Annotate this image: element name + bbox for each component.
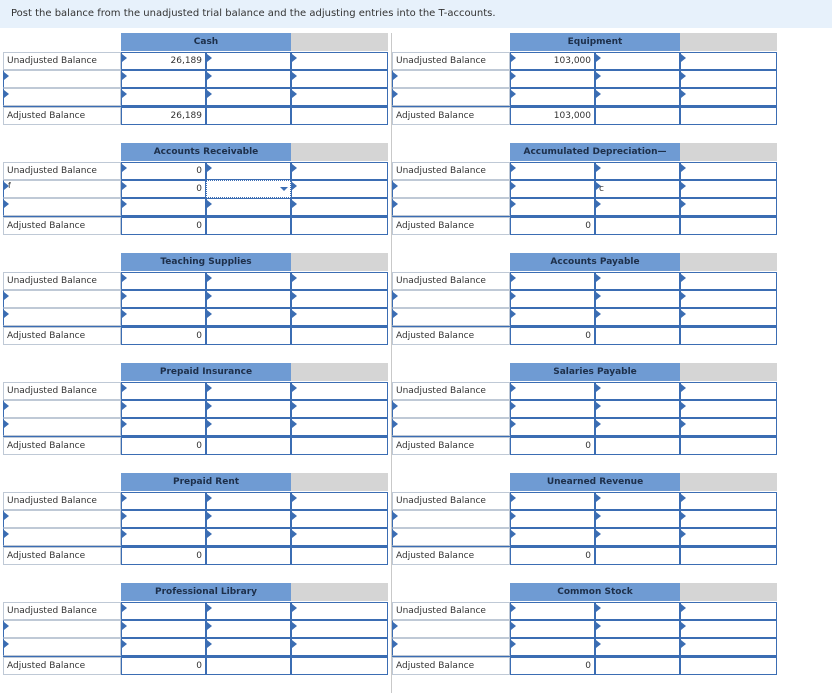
- unadjusted-balance-row: [3, 162, 388, 180]
- credit-amount-input[interactable]: [680, 528, 777, 546]
- credit-amount-input[interactable]: [680, 602, 777, 620]
- debit-amount-input[interactable]: [121, 492, 206, 510]
- credit-amount-input[interactable]: [680, 272, 777, 290]
- adjusted-balance-label: Adjusted Balance: [3, 547, 121, 565]
- account-title: Prepaid Insurance: [121, 363, 291, 381]
- credit-label-input[interactable]: [595, 180, 680, 198]
- unadjusted-balance-row: [3, 382, 388, 400]
- t-account: [3, 143, 388, 253]
- credit-blank-cell: [206, 217, 291, 235]
- credit-blank-cell: [291, 547, 388, 565]
- adjusted-balance-value: 0: [510, 547, 595, 565]
- debit-amount-input[interactable]: [121, 510, 206, 528]
- adjusted-balance-row: [3, 327, 388, 345]
- adjusted-balance-row: [3, 437, 388, 455]
- credit-label-input[interactable]: [595, 492, 680, 510]
- debit-amount-input[interactable]: [121, 308, 206, 326]
- t-account-header: [3, 33, 388, 51]
- adjusted-balance-label: Adjusted Balance: [3, 327, 121, 345]
- credit-blank-cell: [291, 217, 388, 235]
- t-account: [392, 363, 777, 473]
- entry-label-input[interactable]: [3, 308, 121, 326]
- header-spacer: [392, 583, 510, 601]
- unadjusted-balance-label: Unadjusted Balance: [3, 602, 121, 620]
- credit-label-input[interactable]: [595, 602, 680, 620]
- t-account: [3, 583, 388, 693]
- credit-amount-input[interactable]: [680, 638, 777, 656]
- credit-amount-input[interactable]: [291, 52, 388, 70]
- t-account-header: [3, 143, 388, 161]
- entry-label-input[interactable]: [392, 290, 510, 308]
- adjusted-balance-label: Adjusted Balance: [3, 657, 121, 675]
- credit-blank-cell: [680, 217, 777, 235]
- credit-blank-cell: [206, 657, 291, 675]
- entry-label-input[interactable]: [3, 198, 121, 216]
- credit-label-input[interactable]: [595, 272, 680, 290]
- credit-amount-input[interactable]: [680, 492, 777, 510]
- entry-row: [3, 290, 388, 308]
- debit-amount-input[interactable]: [510, 638, 595, 656]
- adjusted-balance-value: 0: [121, 547, 206, 565]
- t-account-header: [3, 363, 388, 381]
- adjusted-balance-label: Adjusted Balance: [3, 107, 121, 125]
- credit-amount-input[interactable]: [291, 198, 388, 216]
- t-account: [3, 253, 388, 363]
- debit-amount-input[interactable]: [121, 620, 206, 638]
- credit-label-input[interactable]: [206, 492, 291, 510]
- unadjusted-balance-row: [392, 272, 777, 290]
- entry-row: [392, 88, 777, 106]
- unadjusted-balance-row: [392, 52, 777, 70]
- adjusted-balance-value: 103,000: [510, 107, 595, 125]
- adjusted-balance-value: 0: [121, 657, 206, 675]
- credit-label-input[interactable]: [206, 400, 291, 418]
- credit-amount-input[interactable]: [291, 88, 388, 106]
- credit-amount-input[interactable]: [680, 382, 777, 400]
- entry-label-value: f: [8, 181, 11, 190]
- account-title: Equipment: [510, 33, 680, 51]
- entry-label-input[interactable]: [3, 638, 121, 656]
- account-title: Teaching Supplies: [121, 253, 291, 271]
- credit-label-input[interactable]: [595, 510, 680, 528]
- credit-label-input[interactable]: [595, 382, 680, 400]
- credit-label-input[interactable]: [206, 70, 291, 88]
- adjusted-balance-label: Adjusted Balance: [392, 327, 510, 345]
- credit-blank-cell: [680, 107, 777, 125]
- credit-blank-cell: [680, 437, 777, 455]
- debit-amount-input[interactable]: 103,000: [510, 52, 595, 70]
- left-accounts-column: [3, 33, 388, 693]
- credit-blank-cell: [680, 327, 777, 345]
- adjusted-balance-label: Adjusted Balance: [392, 217, 510, 235]
- credit-amount-input[interactable]: [680, 198, 777, 216]
- account-title: Accounts Payable: [510, 253, 680, 271]
- credit-amount-input[interactable]: [680, 180, 777, 198]
- entry-label-input[interactable]: [392, 528, 510, 546]
- entry-row: [392, 180, 777, 198]
- t-account-header: [392, 583, 777, 601]
- debit-amount-input[interactable]: [510, 510, 595, 528]
- debit-amount-input[interactable]: [121, 272, 206, 290]
- credit-blank-cell: [206, 437, 291, 455]
- credit-label-input[interactable]: [206, 638, 291, 656]
- adjusted-balance-row: [392, 327, 777, 345]
- credit-blank-cell: [595, 217, 680, 235]
- credit-amount-input[interactable]: [680, 88, 777, 106]
- credit-label-input[interactable]: [206, 510, 291, 528]
- debit-amount-input[interactable]: [121, 400, 206, 418]
- credit-blank-cell: [595, 107, 680, 125]
- header-spacer: [3, 583, 121, 601]
- credit-amount-input[interactable]: [680, 400, 777, 418]
- adjusted-balance-label: Adjusted Balance: [392, 547, 510, 565]
- unadjusted-balance-row: [392, 382, 777, 400]
- debit-amount-input[interactable]: [510, 418, 595, 436]
- credit-amount-input[interactable]: [680, 52, 777, 70]
- adjusted-balance-row: [392, 107, 777, 125]
- entry-label-input[interactable]: [3, 620, 121, 638]
- credit-label-input[interactable]: [206, 308, 291, 326]
- account-title: Unearned Revenue: [510, 473, 680, 491]
- credit-blank-cell: [595, 327, 680, 345]
- entry-row: [3, 638, 388, 656]
- credit-amount-input[interactable]: [291, 400, 388, 418]
- credit-label-input[interactable]: [206, 198, 291, 216]
- credit-amount-input[interactable]: [291, 70, 388, 88]
- entry-row: [392, 528, 777, 546]
- unadjusted-balance-label: Unadjusted Balance: [392, 382, 510, 400]
- unadjusted-balance-label: Unadjusted Balance: [3, 272, 121, 290]
- credit-label-input[interactable]: [206, 52, 291, 70]
- entry-label-input[interactable]: [392, 88, 510, 106]
- credit-amount-input[interactable]: [291, 602, 388, 620]
- t-account-header: [3, 583, 388, 601]
- account-title: Accumulated Depreciation—: [510, 143, 680, 161]
- right-accounts-column: [391, 33, 777, 693]
- instruction-text: Post the balance from the unadjusted trial balance and the adjusting entries into the T-accounts.: [0, 0, 832, 28]
- credit-amount-input[interactable]: [291, 528, 388, 546]
- adjusted-balance-row: [392, 437, 777, 455]
- t-account-header: [392, 143, 777, 161]
- credit-blank-cell: [680, 657, 777, 675]
- t-account-header: [392, 473, 777, 491]
- entry-row: [392, 510, 777, 528]
- entry-label-input[interactable]: [392, 70, 510, 88]
- unadjusted-balance-label: Unadjusted Balance: [3, 162, 121, 180]
- entry-label-input[interactable]: [3, 70, 121, 88]
- entry-label-input[interactable]: [3, 290, 121, 308]
- entry-label-input[interactable]: [3, 180, 121, 198]
- adjusted-balance-value: 0: [510, 327, 595, 345]
- debit-amount-input[interactable]: [121, 528, 206, 546]
- credit-blank-cell: [680, 547, 777, 565]
- unadjusted-balance-label: Unadjusted Balance: [392, 52, 510, 70]
- entry-label-input[interactable]: [392, 308, 510, 326]
- debit-amount-input[interactable]: [510, 620, 595, 638]
- entry-row: [3, 510, 388, 528]
- unadjusted-balance-row: [3, 492, 388, 510]
- adjusted-balance-label: Adjusted Balance: [392, 437, 510, 455]
- unadjusted-balance-row: [3, 272, 388, 290]
- entry-row: [3, 400, 388, 418]
- unadjusted-balance-label: Unadjusted Balance: [392, 272, 510, 290]
- credit-amount-input[interactable]: [291, 510, 388, 528]
- adjusted-balance-row: [392, 547, 777, 565]
- credit-label-input[interactable]: [595, 70, 680, 88]
- entry-row: [3, 528, 388, 546]
- credit-blank-cell: [291, 657, 388, 675]
- entry-row: [392, 400, 777, 418]
- unadjusted-balance-label: Unadjusted Balance: [3, 52, 121, 70]
- t-account: [392, 473, 777, 583]
- credit-label-input[interactable]: [595, 528, 680, 546]
- debit-amount-input[interactable]: 0: [121, 180, 206, 198]
- unadjusted-balance-label: Unadjusted Balance: [392, 492, 510, 510]
- credit-amount-input[interactable]: [680, 162, 777, 180]
- credit-blank-cell: [291, 327, 388, 345]
- debit-amount-input[interactable]: [510, 162, 595, 180]
- credit-amount-input[interactable]: [291, 418, 388, 436]
- credit-amount-input[interactable]: [291, 272, 388, 290]
- debit-amount-input[interactable]: [510, 180, 595, 198]
- credit-label-input[interactable]: [206, 272, 291, 290]
- adjusted-balance-row: [392, 657, 777, 675]
- unadjusted-balance-row: [392, 492, 777, 510]
- entry-label-input[interactable]: [392, 620, 510, 638]
- debit-amount-input[interactable]: [510, 308, 595, 326]
- credit-amount-input[interactable]: [291, 308, 388, 326]
- entry-row: [3, 308, 388, 326]
- header-spacer: [392, 143, 510, 161]
- credit-label-input[interactable]: [595, 198, 680, 216]
- credit-label-input[interactable]: [206, 88, 291, 106]
- account-title: Cash: [121, 33, 291, 51]
- account-title: Professional Library: [121, 583, 291, 601]
- adjusted-balance-row: [392, 217, 777, 235]
- adjusted-balance-value: 0: [510, 657, 595, 675]
- debit-amount-input[interactable]: [121, 382, 206, 400]
- debit-amount-input[interactable]: [510, 88, 595, 106]
- unadjusted-balance-label: Unadjusted Balance: [3, 492, 121, 510]
- debit-amount-input[interactable]: [121, 198, 206, 216]
- entry-label-input[interactable]: [3, 528, 121, 546]
- credit-blank-cell: [595, 437, 680, 455]
- credit-label-input[interactable]: [595, 162, 680, 180]
- account-title: Prepaid Rent: [121, 473, 291, 491]
- t-account-header: [392, 33, 777, 51]
- credit-amount-input[interactable]: [680, 510, 777, 528]
- debit-amount-input[interactable]: [510, 400, 595, 418]
- credit-amount-input[interactable]: [291, 180, 388, 198]
- debit-amount-input[interactable]: [510, 528, 595, 546]
- t-account: [392, 253, 777, 363]
- entry-row: [3, 418, 388, 436]
- credit-label-input[interactable]: [206, 162, 291, 180]
- debit-amount-input[interactable]: [510, 602, 595, 620]
- credit-amount-input[interactable]: [291, 492, 388, 510]
- t-account: [3, 33, 388, 143]
- t-account: [392, 33, 777, 143]
- unadjusted-balance-row: [392, 162, 777, 180]
- header-spacer: [392, 473, 510, 491]
- debit-amount-input[interactable]: [121, 638, 206, 656]
- header-spacer: [3, 33, 121, 51]
- credit-blank-cell: [595, 657, 680, 675]
- adjusted-balance-value: 0: [510, 217, 595, 235]
- adjusted-balance-value: 26,189: [121, 107, 206, 125]
- entry-label-input[interactable]: [3, 510, 121, 528]
- unadjusted-balance-row: [3, 602, 388, 620]
- debit-amount-input[interactable]: 26,189: [121, 52, 206, 70]
- unadjusted-balance-label: Unadjusted Balance: [3, 382, 121, 400]
- credit-amount-input[interactable]: [291, 382, 388, 400]
- header-spacer: [392, 253, 510, 271]
- t-account: [3, 363, 388, 473]
- entry-row: [392, 198, 777, 216]
- credit-label-input[interactable]: [595, 88, 680, 106]
- debit-amount-input[interactable]: [510, 70, 595, 88]
- entry-row: [392, 418, 777, 436]
- entry-label-input[interactable]: [392, 198, 510, 216]
- credit-label-input[interactable]: [595, 620, 680, 638]
- adjusted-balance-value: 0: [121, 327, 206, 345]
- credit-blank-cell: [206, 547, 291, 565]
- credit-label-input[interactable]: [206, 528, 291, 546]
- entry-label-input[interactable]: [392, 400, 510, 418]
- debit-amount-input[interactable]: [121, 602, 206, 620]
- credit-blank-cell: [206, 327, 291, 345]
- debit-amount-input[interactable]: [510, 382, 595, 400]
- entry-label-input[interactable]: [3, 88, 121, 106]
- entry-row: [392, 290, 777, 308]
- header-spacer: [392, 363, 510, 381]
- entry-label-input[interactable]: [392, 418, 510, 436]
- credit-label-input[interactable]: [206, 602, 291, 620]
- header-spacer: [392, 33, 510, 51]
- credit-amount-input[interactable]: [680, 620, 777, 638]
- entry-row: [3, 70, 388, 88]
- debit-amount-input[interactable]: [510, 290, 595, 308]
- entry-label-input[interactable]: [392, 638, 510, 656]
- t-account: [392, 143, 777, 253]
- unadjusted-balance-label: Unadjusted Balance: [392, 602, 510, 620]
- entry-label-input[interactable]: [3, 400, 121, 418]
- credit-amount-input[interactable]: [291, 638, 388, 656]
- credit-label-input[interactable]: [206, 382, 291, 400]
- entry-label-input[interactable]: [3, 418, 121, 436]
- adjusted-balance-label: Adjusted Balance: [3, 437, 121, 455]
- account-title: Common Stock: [510, 583, 680, 601]
- adjusted-balance-label: Adjusted Balance: [392, 657, 510, 675]
- account-title: Accounts Receivable: [121, 143, 291, 161]
- entry-row: [3, 180, 388, 198]
- debit-amount-input[interactable]: [121, 88, 206, 106]
- credit-amount-input[interactable]: [680, 290, 777, 308]
- header-spacer: [3, 253, 121, 271]
- t-account-header: [3, 253, 388, 271]
- adjusted-balance-row: [3, 217, 388, 235]
- credit-blank-cell: [291, 437, 388, 455]
- adjusted-balance-label: Adjusted Balance: [3, 217, 121, 235]
- debit-amount-input[interactable]: [510, 198, 595, 216]
- credit-label-input[interactable]: [595, 52, 680, 70]
- debit-amount-input[interactable]: [121, 70, 206, 88]
- entry-select-dropdown[interactable]: [206, 180, 291, 198]
- credit-label-input[interactable]: [595, 400, 680, 418]
- credit-blank-cell: [595, 547, 680, 565]
- entry-label-input[interactable]: [392, 180, 510, 198]
- adjusted-balance-value: 0: [121, 437, 206, 455]
- credit-label-input[interactable]: [595, 418, 680, 436]
- adjusted-balance-label: Adjusted Balance: [392, 107, 510, 125]
- entry-label-input[interactable]: [392, 510, 510, 528]
- credit-amount-input[interactable]: [680, 70, 777, 88]
- unadjusted-balance-label: Unadjusted Balance: [392, 162, 510, 180]
- unadjusted-balance-row: [3, 52, 388, 70]
- credit-amount-input[interactable]: [680, 308, 777, 326]
- entry-row: [392, 308, 777, 326]
- adjusted-balance-value: 0: [510, 437, 595, 455]
- credit-label-value: c: [599, 184, 604, 194]
- entry-row: [392, 620, 777, 638]
- header-spacer: [3, 143, 121, 161]
- adjusted-balance-value: 0: [121, 217, 206, 235]
- account-title: Salaries Payable: [510, 363, 680, 381]
- debit-amount-input[interactable]: 0: [121, 162, 206, 180]
- t-account-header: [392, 363, 777, 381]
- credit-label-input[interactable]: [595, 290, 680, 308]
- credit-label-input[interactable]: [595, 638, 680, 656]
- credit-label-input[interactable]: [206, 290, 291, 308]
- entry-row: [392, 638, 777, 656]
- credit-amount-input[interactable]: [291, 620, 388, 638]
- credit-label-input[interactable]: [206, 620, 291, 638]
- unadjusted-balance-row: [392, 602, 777, 620]
- credit-label-input[interactable]: [595, 308, 680, 326]
- debit-amount-input[interactable]: [121, 418, 206, 436]
- entry-row: [392, 70, 777, 88]
- t-account: [392, 583, 777, 693]
- debit-amount-input[interactable]: [510, 492, 595, 510]
- credit-label-input[interactable]: [206, 418, 291, 436]
- credit-amount-input[interactable]: [291, 162, 388, 180]
- header-spacer: [3, 363, 121, 381]
- header-spacer: [3, 473, 121, 491]
- t-account-header: [392, 253, 777, 271]
- entry-row: [3, 198, 388, 216]
- entry-row: [3, 88, 388, 106]
- credit-blank-cell: [206, 107, 291, 125]
- adjusted-balance-row: [3, 107, 388, 125]
- chevron-down-icon: [280, 187, 288, 191]
- credit-amount-input[interactable]: [291, 290, 388, 308]
- debit-amount-input[interactable]: [510, 272, 595, 290]
- t-account: [3, 473, 388, 583]
- credit-blank-cell: [291, 107, 388, 125]
- t-account-header: [3, 473, 388, 491]
- adjusted-balance-row: [3, 657, 388, 675]
- entry-row: [3, 620, 388, 638]
- adjusted-balance-row: [3, 547, 388, 565]
- credit-amount-input[interactable]: [680, 418, 777, 436]
- debit-amount-input[interactable]: [121, 290, 206, 308]
